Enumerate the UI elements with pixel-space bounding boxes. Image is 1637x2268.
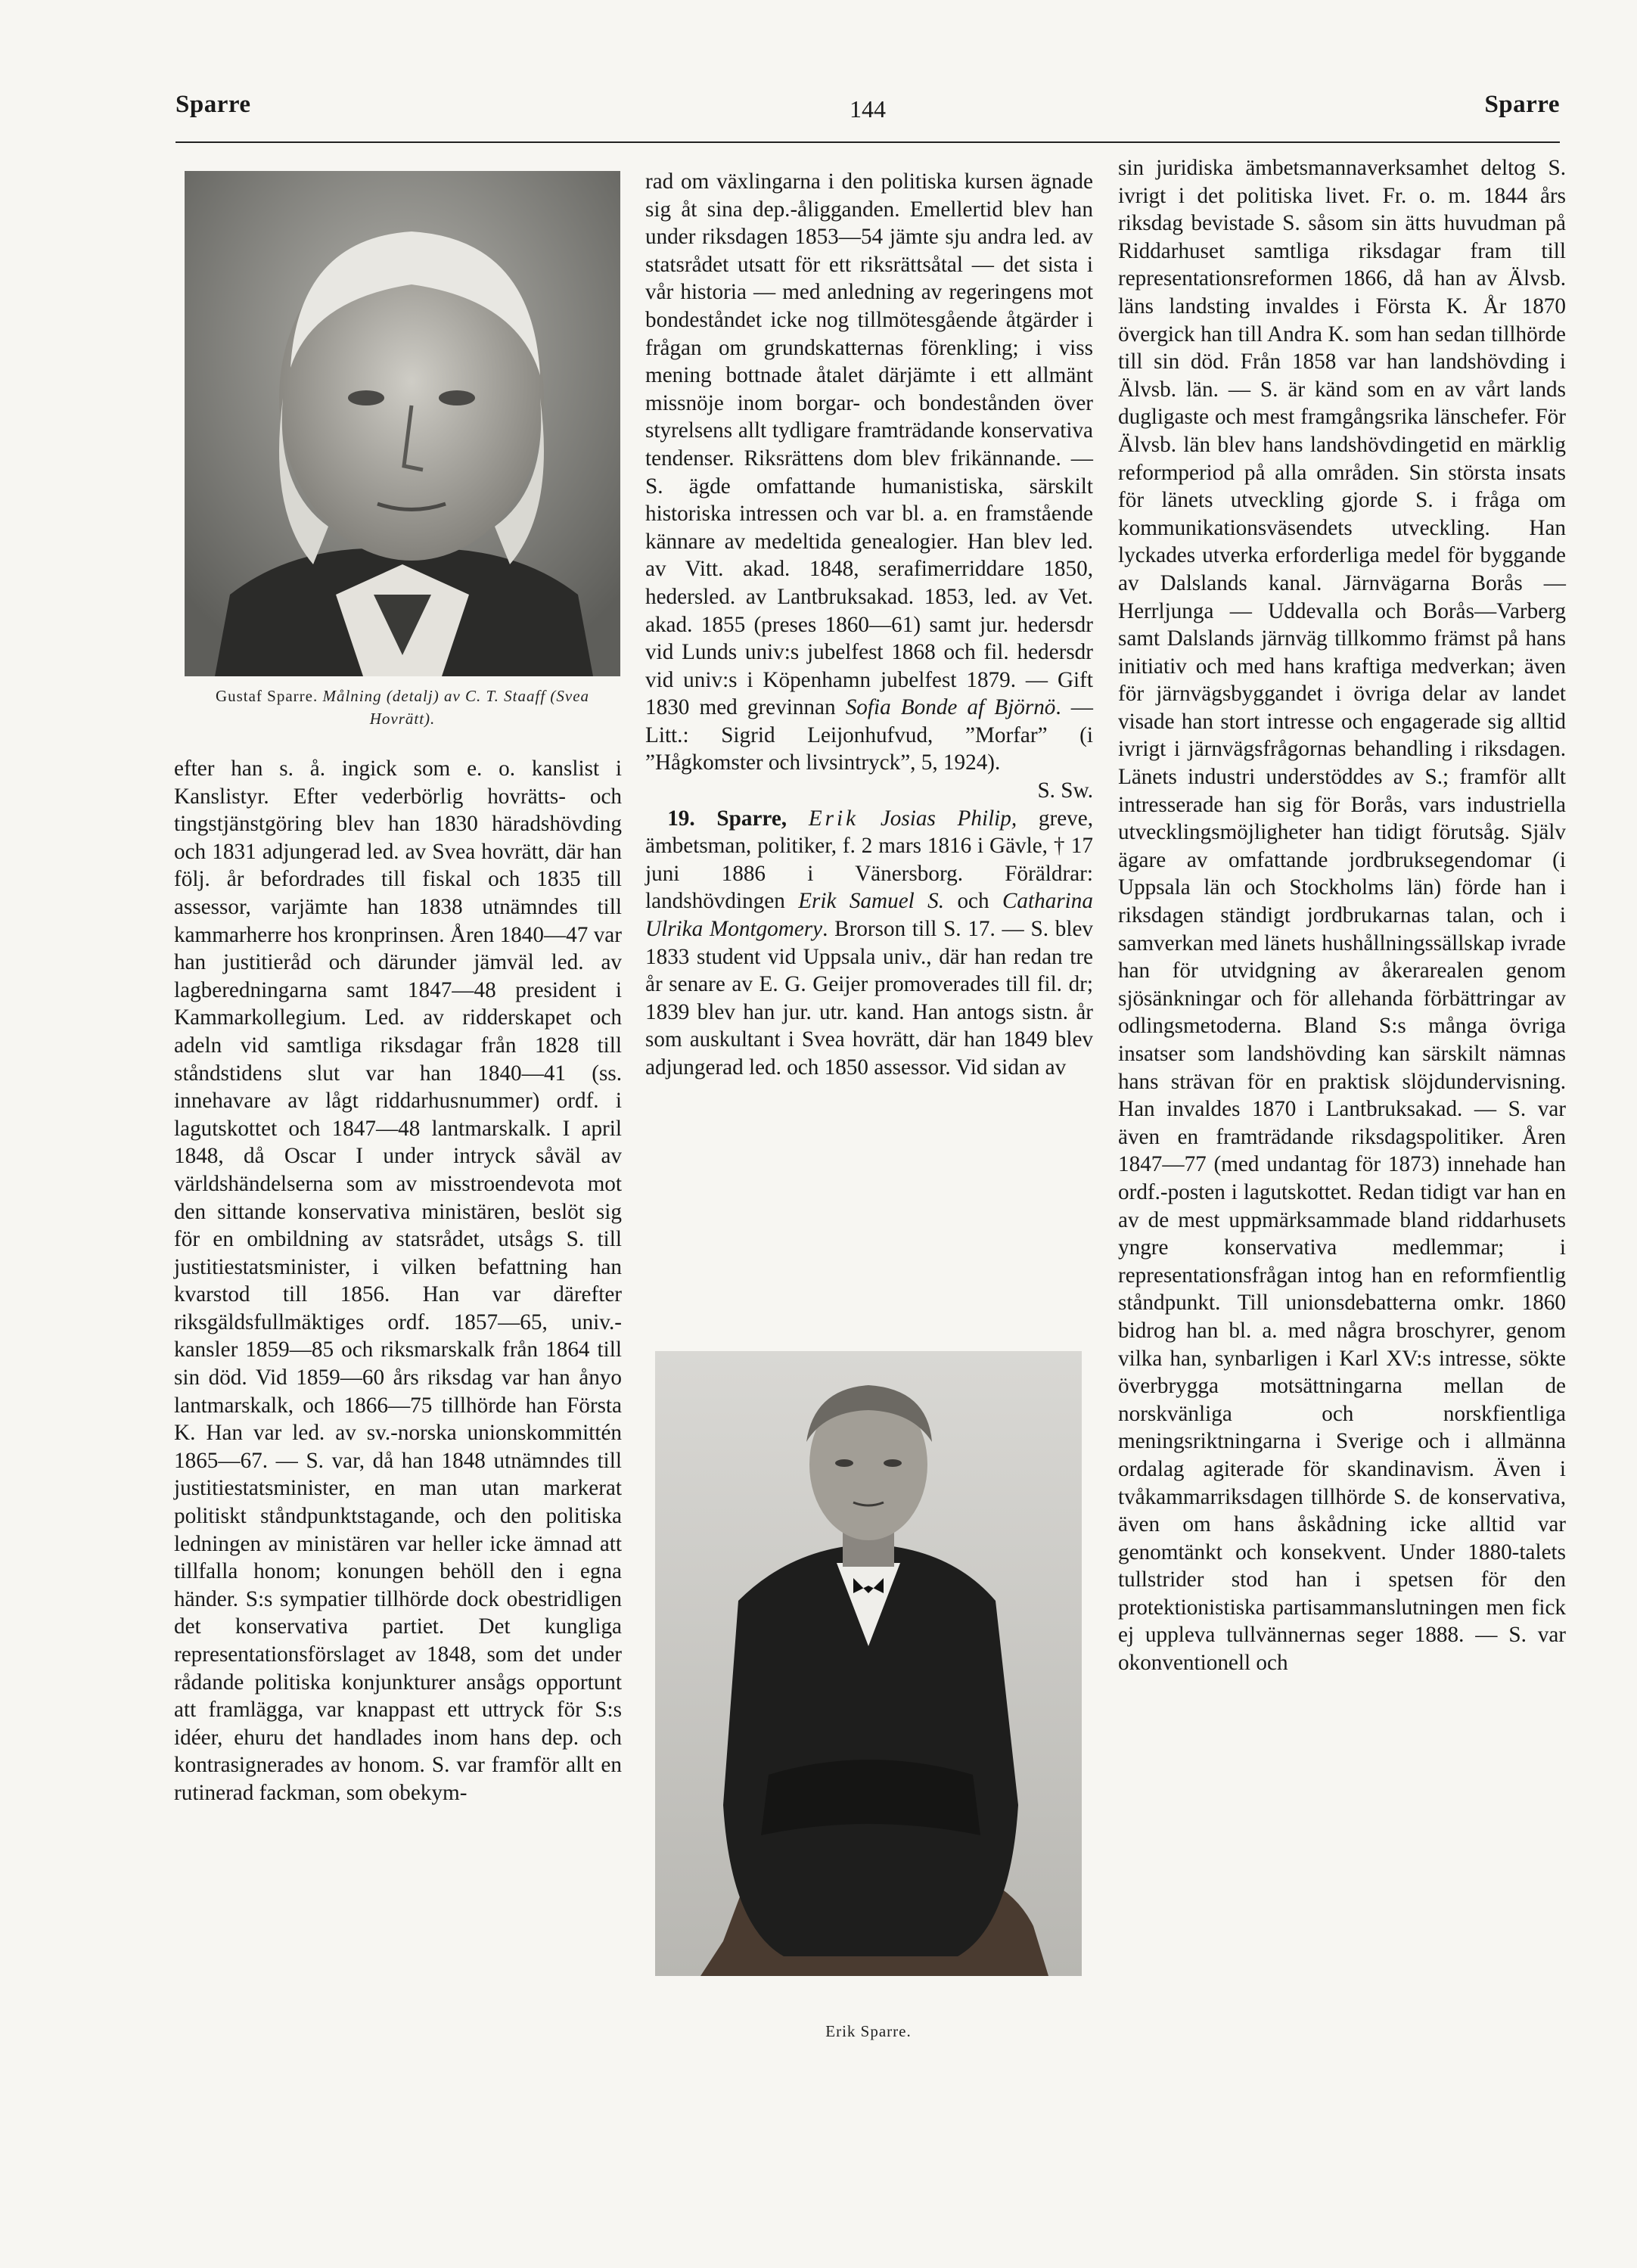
entry-given-names-rest: Josias Philip, bbox=[880, 806, 1017, 831]
text-column-2 bbox=[645, 168, 1093, 1082]
col2-text-a: rad om växlingarna i den politiska kursen ägnade sig åt sina dep.-åligganden. Emellertid blev han under riksdagen 1853—54 jämte sju andra led. av statsrådet utsatt för ett riksrättsåtal — det sista i vår historia — med anledning av regeringens mot bondeståndet icke nog tillmötesgående åtgärder i frågan om grundskatternas förenkling; i viss mening bottnade åtalet därjämte i ett allmänt missnöje inom borgar- och bondestånden över styrelsens allt tydligare framträdande konservativa tendenser. Riksrättens dom blev frikännande. — S. ägde omfattande humanistiska, särskilt historiska intressen och var bl. a. en framstående kännare av medeltida genealogier. Han blev led. av Vitt. akad. 1848, serafimerriddare 1850, hedersled. av Lantbruksakad. 1853, led. av Vet. akad. 1855 (preses 1860—61) samt jur. hedersdr vid Lunds univ:s jubelfest 1868 och fil. hedersdr vid univ:s i Köpenhamn jubelfest 1879. — Gift 1830 med grevinnan bbox=[645, 169, 1093, 720]
text-column-1 bbox=[174, 755, 622, 1807]
entry-given-name: Erik bbox=[808, 806, 859, 831]
portrait-erik-sparre bbox=[655, 1351, 1082, 1976]
col2-wife-name: Sofia Bonde af Björnö bbox=[845, 695, 1056, 720]
col3-paragraph: sin juridiska ämbetsmannaverksamhet deltog S. ivrigt i det politiska livet. Fr. o. m. 1844 års riksdag bevistade S. såsom sin ätts huvudman på Riddarhuset samtliga riksdagar fram till representationsreformen 1866, då han av Älvsb. läns landsting invaldes i Första K. År 1870 övergick han till Andra K. som han sedan tillhörde till sin död. Från 1858 var han landshövding i Älvsb. län. — S. är känd som en av vårt lands dugligaste och mest framgångsrika länschefer. För Älvsb. län blev hans landshövdingetid en märklig reformperiod på alla områden. Sin största insats för länets utveckling gjorde S. i fråga om kommunikationsväsendets utveckling. Han lyckades utverka erforderliga medel för byggande av Dalslands kanal. Järnvägarna Borås — Herrljunga — Uddevalla och Borås—Varberg samt Dalslands järnväg tillkommo främst på hans initiativ och med hans kraftiga medverkan; även för järnvägsbyggandet i övriga delar av landet visade han stort intresse och engagerade sig alltid ivrigt i järnvägsfrågornas behandling i riksdagen. Länets industri understöddes av S.; framför allt intresserade han sig för Borås, vars industriella utvecklingsmöjligheter han tidigt förutsåg. Själv ägare av omfattande jordbruksegendomar (i Uppsala län och Stockholms län) förde han i riksdagen ständigt jordbrukarnas talan, och i samverkan med länets hushållningssällskap ivrade han för utvidgning av åkerarealen genom sjösänkningar och för allehanda förbättringar av odlingsmetoderna. Bland S:s många övriga insatser som landshövding kan särskilt nämnas hans strävan för en praktisk slöjdundervisning. Han invaldes 1870 i Lantbruksakad. — S. var även en framträdande riksdagspolitiker. Åren 1847—77 (med undantag för 1873) innehade han ordf.-posten i lagutskottet. Redan tidigt var han en av de mest uppmärksammade bland riddarhusets yngre konservativa medlemmar; i representationsfrågan intog han en reformfientlig ståndpunkt. Till unionsdebatterna omkr. 1860 bidrog han bl. a. med några broschyrer, genom vilka han, synbarligen i Karl XV:s intresse, sökte överbrygga motsättningarna mellan de norskvänliga och norskfientliga meningsriktningarna i Sverige och i allmänna ordalag agiterade för skandinavism. Även i tvåkammarriksdagen tillhörde S. de konservativa, även om hans åskådning icke alltid var genomtänkt och konsekvent. Under 1880-talets tullstrider stod han i spetsen för den protektionistiska partisammanslutningen men fick ej uppleva tullvännernas seger 1888. — S. var okonventionell och bbox=[1118, 156, 1566, 1676]
entry-text-c: . Brorson till S. 17. — S. blev 1833 student vid Uppsala univ., där han redan tre år senare av E. G. Geijer promoverades till fil. dr; 1839 blev han jur. utr. kand. Han antogs sistn. år som auskultant i Svea hovrätt, där han 1849 blev adjungerad led. och 1850 assessor. Vid sidan av bbox=[645, 917, 1093, 1080]
page-number: 144 bbox=[850, 95, 886, 123]
running-header bbox=[176, 91, 1560, 136]
text-column-3 bbox=[1118, 154, 1566, 1677]
author-signature: S. Sw. bbox=[1037, 778, 1093, 803]
entry-text-a: greve, ämbetsman, politiker, f. 2 mars 1816 i Gävle, † 17 juni 1886 i Vänersborg. Föräldrar: landshövdingen bbox=[645, 806, 1094, 914]
header-rule bbox=[176, 141, 1560, 143]
entry-number: 19. bbox=[667, 806, 695, 831]
caption-gustaf-name: Gustaf Sparre. bbox=[215, 687, 318, 705]
caption-gustaf-credit: Målning (detalj) av C. T. Staaff (Svea Hovrätt). bbox=[322, 687, 590, 728]
entry-mother-name: Catharina Ulrika Montgomery bbox=[645, 889, 1093, 942]
portrait-gustaf-sparre bbox=[185, 171, 620, 676]
caption-gustaf-sparre bbox=[191, 685, 614, 730]
entry-erik-sparre bbox=[645, 805, 1093, 1082]
entry-text-b: och bbox=[944, 889, 1002, 914]
entry-surname: Sparre, bbox=[716, 806, 787, 831]
entry-father-name: Erik Samuel S. bbox=[798, 889, 945, 914]
header-left-title: Sparre bbox=[176, 91, 251, 118]
col2-paragraph-1 bbox=[645, 168, 1093, 777]
portrait-gustaf-illustration bbox=[185, 171, 620, 676]
header-right-title: Sparre bbox=[1484, 91, 1560, 118]
caption-erik-sparre: Erik Sparre. bbox=[825, 2022, 912, 2040]
col1-paragraph: efter han s. å. ingick som e. o. kanslist i Kanslistyr. Efter vederbörlig hovrätts- och tingstjänstgöring blev han 1830 häradshövding och 1831 adjungerad led. av Svea hovrätt, där han följ. år befordrades till fiskal och 1835 till assessor, varjämte han 1838 utnämndes till kammarherre hos kronprinsen. Åren 1840—47 var han justitieråd och därunder jämväl led. av lagberedningarna samt 1847—48 president i Kammarkollegium. Led. av ridderskapet och adeln vid samtliga riksdagar från 1828 till ståndstidens slut var han 1840—41 (ss. innehavare av lågt riddarhusnummer) ordf. i lagutskottet och 1847—48 lantmarskalk. I april 1848, då Oscar I under intryck såväl av världshändelserna som av misstroendevota mot den sittande konservativa ministären, beslöt sig för en ombildning av statsrådet, utsågs S. till justitiestatsminister, i vilken befattning han kvarstod till 1856. Han var därefter riksgäldsfullmäktiges ordf. 1857—65, univ.-kansler 1859—85 och riksmarskalk från 1864 till sin död. Vid 1859—60 års riksdag var han ånyo lantmarskalk, och 1866—75 tillhörde han Första K. Han var led. av sv.-norska unionskommittén 1865—67. — S. var, då han 1848 utnämndes till justitiestatsminister, en man utan markerat politiskt ståndpunktstagande, och den politiska ledningen av ministären var heller icke ämnad att tillfalla honom; konungen behöll den i egna händer. S:s sympatier tillhörde dock obestridligen det konservativa partiet. Det kungliga representationsförslaget av 1848, som det under rådande politiska konjunkturer ansågs opportunt att framlägga, var knappast ett uttryck för S:s idéer, ehuru det handlades inom hans dep. och kontrasignerades av honom. S. var framför allt en rutinerad fackman, som obekym- bbox=[174, 757, 622, 1805]
col2-text-b: . — Litt.: Sigrid Leijonhufvud, ”Morfar” (i ”Hågkomster och livsintryck”, 5, 1924). bbox=[645, 695, 1093, 775]
portrait-erik-illustration bbox=[655, 1351, 1082, 1976]
